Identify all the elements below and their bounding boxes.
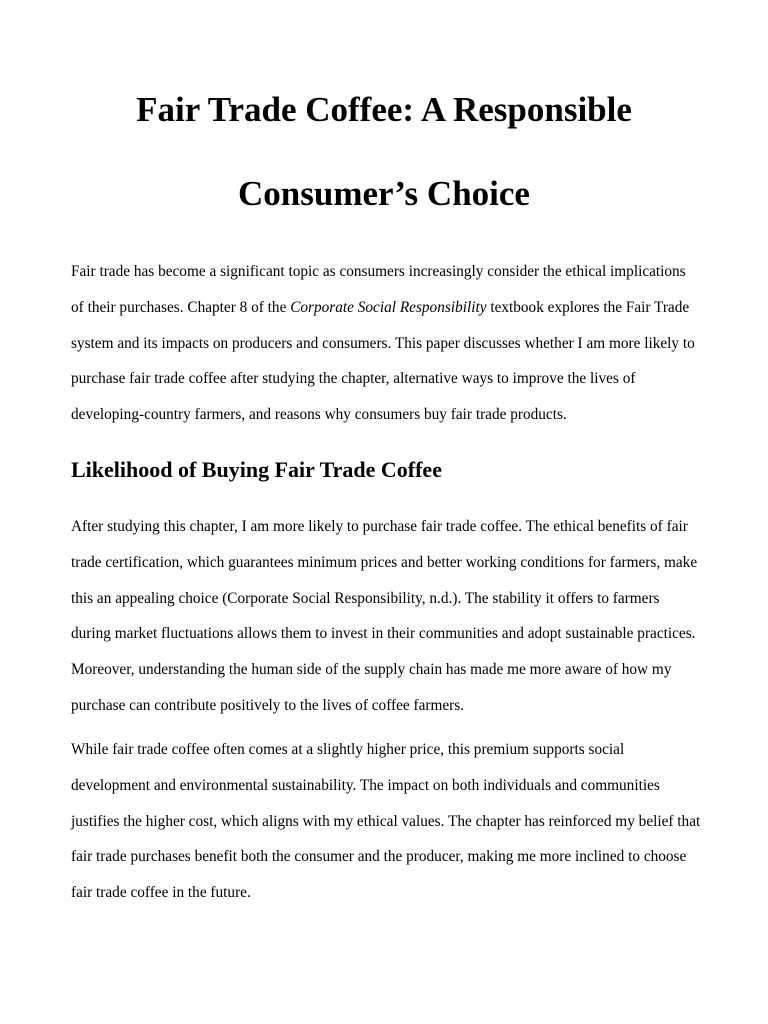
textbook-title: Corporate Social Responsibility: [290, 298, 487, 316]
intro-paragraph: [71, 254, 701, 433]
document-title-line-1: Fair Trade Coffee: A Responsible: [136, 90, 632, 129]
section-heading: Likelihood of Buying Fair Trade Coffee: [71, 457, 442, 482]
body-paragraph-2: While fair trade coffee often comes at a slightly higher price, this premium supports social development and environmental sustainability. The impact on both individuals and communities justifies the higher cost, which aligns with my ethical values. The chapter has reinforced my belief that fair trade purchases benefit both the consumer and the producer, making me more inclined to choose fair trade coffee in the future.: [71, 741, 701, 902]
document-title-line-2: Consumer’s Choice: [238, 174, 530, 213]
body-paragraph-1: After studying this chapter, I am more likely to purchase fair trade coffee. The ethical benefits of fair trade certification, which guarantees minimum prices and better working conditions for farmers, make this an appealing choice (Corporate Social Responsibility, n.d.). The stability it offers to farmers during market fluctuations allows them to invest in their communities and adopt sustainable practices. Moreover, understanding the human side of the supply chain has made me more aware of how my purchase can contribute positively to the lives of coffee farmers.: [71, 518, 698, 714]
intro-text-part-2: textbook explores the Fair Trade system and its impacts on producers and consumers. This paper discusses whether I am more likely to purchase fair trade coffee after studying the chapter, alternative ways to improve the lives of developing-country farmers, and reasons why consumers buy fair trade products.: [71, 298, 695, 424]
intro-text-part-1: Fair trade has become a significant topic as consumers increasingly consider the ethical implications of their purchases. Chapter 8 of the: [71, 263, 686, 316]
